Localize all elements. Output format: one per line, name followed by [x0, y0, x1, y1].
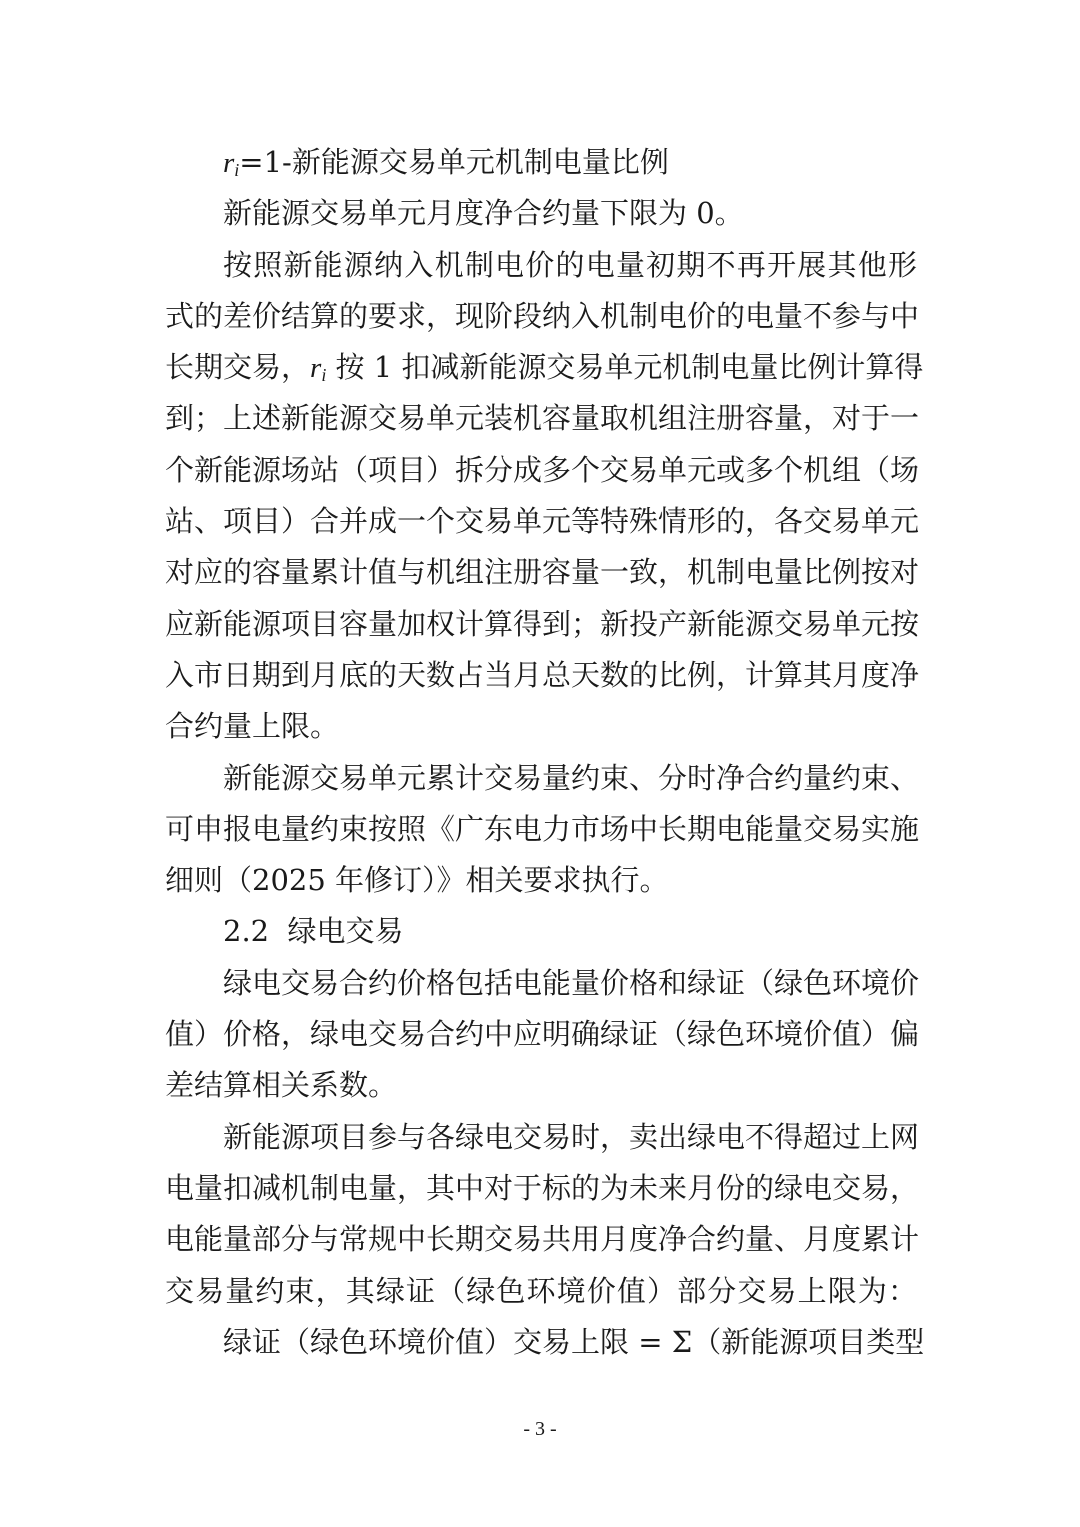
paragraph-line: 可申报电量约束按照《广东电力市场中长期电能量交易实施	[165, 811, 920, 846]
paragraph-line: 站、项目）合并成一个交易单元等特殊情形的，各交易单元	[165, 504, 920, 539]
paragraph-line: 个新能源场站（项目）拆分成多个交易单元或多个机组（场	[165, 452, 920, 487]
paragraph-mechanism	[165, 240, 924, 753]
paragraph-green-limit	[165, 1112, 920, 1317]
paragraph-line: 入市日期到月底的天数占当月总天数的比例，计算其月度净	[165, 657, 920, 692]
paragraph-line: 式的差价结算的要求，现阶段纳入机制电价的电量不参与中	[165, 298, 920, 333]
formula-green-limit-line: 绿证（绿色环境价值）交易上限 = Σ（新能源项目类型	[223, 1324, 925, 1359]
document-body	[165, 137, 925, 1368]
paragraph-line: 值）价格，绿电交易合约中应明确绿证（绿色环境价值）偏	[165, 1017, 920, 1052]
page-number: - 3 -	[523, 1418, 557, 1440]
paragraph-green-price	[165, 958, 920, 1112]
paragraph-line: 交易量约束，其绿证（绿色环境价值）部分交易上限为：	[165, 1273, 917, 1308]
paragraph-constraints	[165, 753, 920, 907]
paragraph-line: 应新能源项目容量加权计算得到；新投产新能源交易单元按	[165, 606, 920, 641]
paragraph-line: 对应的容量累计值与机组注册容量一致，机制电量比例按对	[165, 555, 920, 590]
paragraph-line: 长期交易，$r_i$ 按 1 扣减新能源交易单元机制电量比例计算得	[165, 350, 924, 386]
formula-r-line	[165, 137, 917, 188]
paragraph-line: 差结算相关系数。	[165, 1068, 398, 1103]
paragraph-line: 新能源项目参与各绿电交易时，卖出绿电不得超过上网	[223, 1119, 920, 1154]
section-heading: 2.2 绿电交易	[223, 914, 404, 949]
inline-variable-r: $r_i$	[310, 352, 327, 386]
paragraph-line: 合约量上限。	[165, 709, 340, 744]
formula-r-definition: =1-新能源交易单元机制电量比例	[239, 145, 669, 179]
paragraph-lower-limit: 新能源交易单元月度净合约量下限为 0。	[223, 196, 744, 231]
paragraph-line: 按照新能源纳入机制电价的电量初期不再开展其他形	[223, 247, 917, 282]
formula-r-variable: $r_i$	[223, 147, 240, 180]
paragraph-line: 到；上述新能源交易单元装机容量取机组注册容量，对于一	[165, 401, 920, 436]
paragraph-line: 电能量部分与常规中长期交易共用月度净合约量、月度累计	[165, 1222, 920, 1257]
paragraph-line: 电量扣减机制电量，其中对于标的为未来月份的绿电交易，	[165, 1170, 920, 1205]
paragraph-line: 细则（2025 年修订）》相关要求执行。	[165, 863, 669, 898]
paragraph-line: 新能源交易单元累计交易量约束、分时净合约量约束、	[223, 760, 920, 795]
paragraph-line: 绿电交易合约价格包括电能量价格和绿证（绿色环境价	[223, 965, 920, 1000]
